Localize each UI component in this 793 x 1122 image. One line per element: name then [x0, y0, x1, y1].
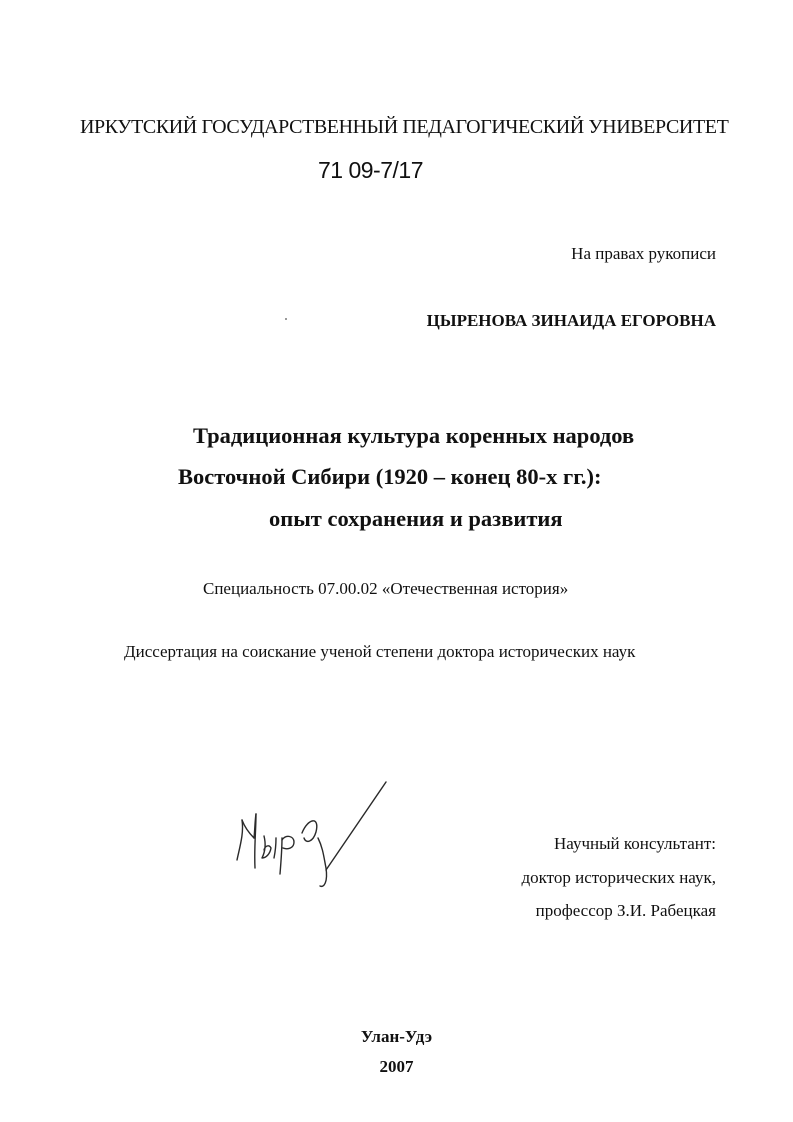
title-line-3: опыт сохранения и развития	[269, 506, 563, 531]
title-line-2: Восточной Сибири (1920 – конец 80-х гг.):	[178, 464, 602, 489]
city: Улан-Удэ	[360, 1027, 433, 1046]
consultant-name: профессор З.И. Рабецкая	[535, 901, 716, 920]
specialty-line: Специальность 07.00.02 «Отечественная история»	[203, 579, 569, 598]
rights-notice: На правах рукописи	[571, 244, 716, 263]
title-line-1: Традиционная культура коренных народов	[193, 423, 635, 448]
consultant-degree: доктор исторических наук,	[521, 868, 716, 887]
handwritten-signature	[228, 778, 398, 893]
author-name: ЦЫРЕНОВА ЗИНАИДА ЕГОРОВНА	[426, 311, 716, 330]
university-name: ИРКУТСКИЙ ГОСУДАРСТВЕННЫЙ ПЕДАГОГИЧЕСКИЙ УНИВЕРСИТЕТ	[80, 116, 729, 138]
degree-line: Диссертация на соискание ученой степени доктора исторических наук	[124, 642, 636, 661]
scan-speck	[285, 318, 287, 320]
consultant-label: Научный консультант:	[554, 834, 716, 853]
catalog-code: 71 09-7/17	[318, 157, 423, 183]
year: 2007	[379, 1057, 414, 1076]
